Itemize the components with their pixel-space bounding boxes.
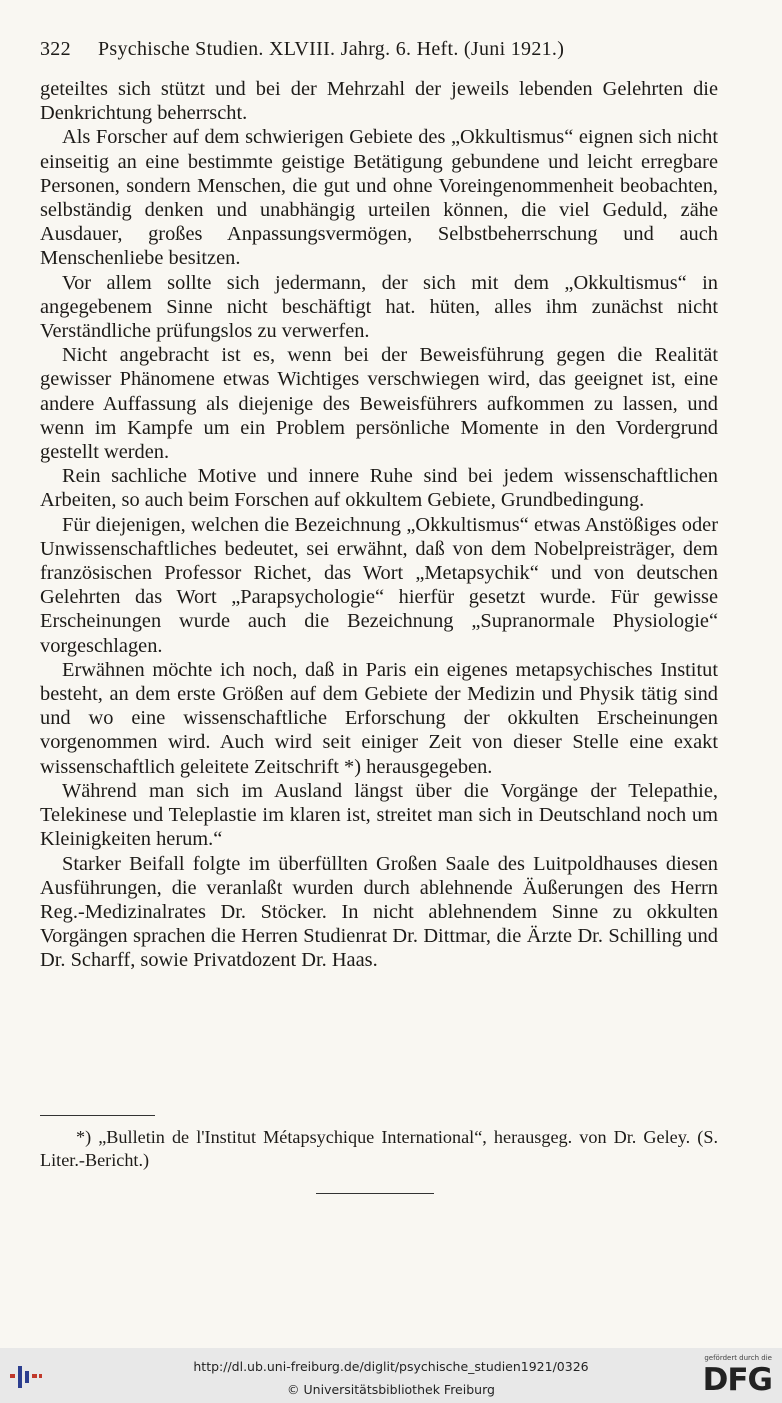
paragraph: geteiltes sich stützt und bei der Mehrzahl der jeweils lebenden Gelehrten die Denkrichtung beherrscht. bbox=[40, 78, 718, 125]
running-header bbox=[40, 38, 718, 61]
paragraph: Als Forscher auf dem schwierigen Gebiete des „Okkultismus“ eignen sich nicht einseitig an eine bestimmte geistige Betätigung gebundene und leicht erregbare Personen, sondern Menschen, die gut und ohne Voreingenommenheit beobachten, selbständig denken und unabhängig urteilen können, die viel Geduld, zähe Ausdauer, großes Anpassungsvermögen, Selbstbeherrschung und auch Menschenliebe besitzen. bbox=[40, 126, 718, 270]
page-number: 322 bbox=[40, 38, 71, 60]
footnote bbox=[40, 1126, 718, 1171]
source-url-link[interactable]: http://dl.ub.uni-freiburg.de/diglit/psychische_studien1921/0326 bbox=[193, 1359, 589, 1374]
end-divider bbox=[316, 1193, 434, 1194]
footnote-text: *) „Bulletin de l'Institut Métapsychique International“, herausgeg. von Dr. Geley. (S. Liter.-Bericht.) bbox=[40, 1127, 718, 1170]
paragraph: Vor allem sollte sich jedermann, der sich mit dem „Okkultismus“ in angegebenem Sinne nicht beschäftigt hat. hüten, alles ihm zunächst nicht Verständliche prüfungslos zu verwerfen. bbox=[40, 271, 718, 343]
paragraph: Während man sich im Ausland längst über die Vorgänge der Telepathie, Telekinese und Teleplastie im klaren ist, streitet man sich in Deutschland noch um Kleinigkeiten herum.“ bbox=[40, 779, 718, 851]
paragraph: Erwähnen möchte ich noch, daß in Paris ein eigenes metapsychisches Institut besteht, an dem erste Größen auf dem Gebiete der Medizin und Physik tätig sind und wo eine wissenschaftliche Erforschung der okkulten Erscheinungen vorgenommen wird. Auch wird seit einiger Zeit von dieser Stelle eine exakt wissenschaftlich geleitete Zeitschrift *) herausgegeben. bbox=[40, 658, 718, 778]
viewer-footer bbox=[0, 1348, 782, 1403]
paragraph: Für diejenigen, welchen die Bezeichnung „Okkultismus“ etwas Anstößiges oder Unwissenschaftliches bedeutet, sei erwähnt, daß von dem Nobelpreisträger, dem französischen Professor Richet, das Wort „Metapsychik“ und von deutschen Gelehrten das Wort „Parapsychologie“ hierfür gesetzt wurde. Für gewisse Erscheinungen wurde auch die Bezeichnung „Supranormale Physiologie“ vorgeschlagen. bbox=[40, 513, 718, 657]
paragraph: Starker Beifall folgte im überfüllten Großen Saale des Luitpoldhauses diesen Ausführungen, die veranlaßt wurden durch ablehnende Äußerungen des Herrn Reg.-Medizinalrates Dr. Stöcker. In nicht ablehnendem Sinne zu okkulten Vorgängen sprachen die Herren Studienrat Dr. Dittmar, die Ärzte Dr. Schilling und Dr. Scharff, sowie Privatdozent Dr. Haas. bbox=[40, 852, 718, 972]
running-title: Psychische Studien. XLVIII. Jahrg. 6. Heft. (Juni 1921.) bbox=[98, 38, 565, 60]
dfg-logo: DFG bbox=[702, 1362, 772, 1398]
footnote-divider bbox=[40, 1115, 155, 1116]
paragraph: Rein sachliche Motive und innere Ruhe sind bei jedem wissenschaftlichen Arbeiten, so auch beim Forschen auf okkultem Gebiete, Grundbedingung. bbox=[40, 465, 718, 512]
dfg-caption: gefördert durch die bbox=[704, 1354, 772, 1362]
paragraph: Nicht angebracht ist es, wenn bei der Beweisführung gegen die Realität gewisser Phänomene etwas Wichtiges verschwiegen wird, das geeignet ist, eine andere Auffassung als diejenige des Beweisführers aufkommen zu lassen, und wenn im Kampfe um ein Problem persönliche Momente in den Vordergrund gestellt werden. bbox=[40, 344, 718, 464]
body-text bbox=[40, 77, 718, 973]
copyright-text: © Universitätsbibliothek Freiburg bbox=[287, 1382, 495, 1397]
